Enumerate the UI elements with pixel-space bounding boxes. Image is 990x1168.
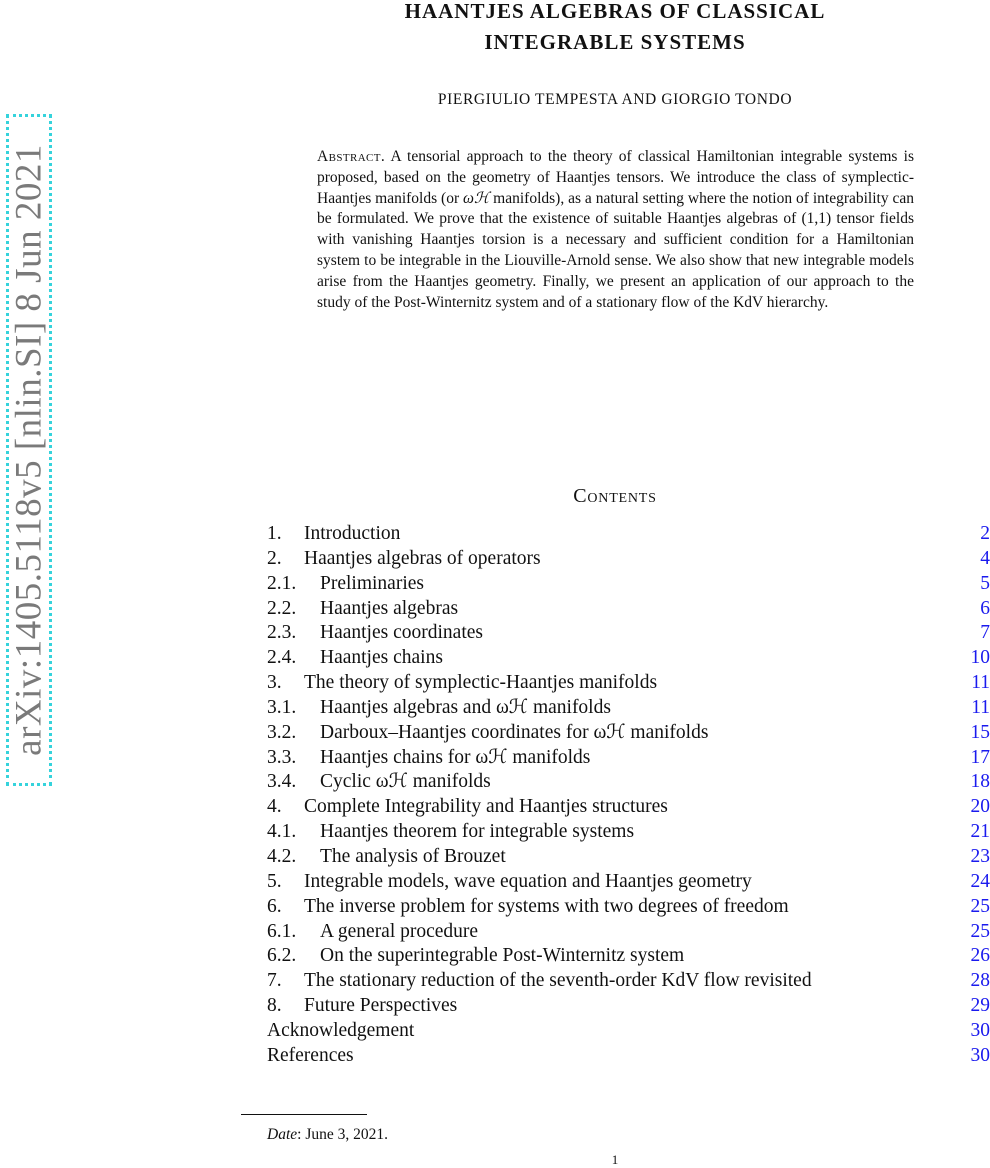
toc-entry[interactable] — [267, 746, 990, 771]
page-number: 1 — [240, 1152, 990, 1168]
toc-entry-number: 6. — [267, 895, 282, 920]
toc-entry[interactable] — [267, 1019, 990, 1044]
toc-entry[interactable] — [267, 969, 990, 994]
toc-entry[interactable] — [267, 795, 990, 820]
toc-entry[interactable] — [267, 621, 990, 646]
toc-entry[interactable] — [267, 721, 990, 746]
toc-entry-title: The analysis of Brouzet — [320, 845, 506, 870]
toc-entry-title: Haantjes algebras of operators — [304, 547, 541, 572]
toc-entry-page-link[interactable]: 24 — [971, 870, 990, 895]
paper-title-line-1: HAANTJES ALGEBRAS OF CLASSICAL — [240, 0, 990, 27]
contents-heading: Contents — [240, 485, 990, 508]
toc-entry-number: 7. — [267, 969, 282, 994]
toc-entry-number: 3.1. — [267, 696, 296, 721]
toc-entry-number: 3. — [267, 671, 282, 696]
paper-authors: PIERGIULIO TEMPESTA AND GIORGIO TONDO — [240, 91, 990, 109]
toc-entry-title: On the superintegrable Post-Winternitz system — [320, 944, 684, 969]
toc-entry[interactable] — [267, 696, 990, 721]
toc-entry-title: Preliminaries — [320, 572, 424, 597]
toc-entry-title: Haantjes chains — [320, 646, 443, 671]
toc-entry-number: 8. — [267, 994, 282, 1019]
toc-entry-page-link[interactable]: 20 — [971, 795, 990, 820]
arxiv-identifier[interactable]: arXiv:1405.5118v5 [nlin.SI] 8 Jun 2021 — [8, 144, 51, 756]
toc-entry-number: 3.3. — [267, 746, 296, 771]
toc-entry-title: References — [267, 1044, 354, 1069]
toc-entry-page-link[interactable]: 23 — [971, 845, 990, 870]
toc-entry[interactable] — [267, 597, 990, 622]
toc-entry-title: Integrable models, wave equation and Haantjes geometry — [304, 870, 752, 895]
toc-entry-title: Haantjes algebras and ωℋ manifolds — [320, 696, 611, 721]
toc-entry-number: 2. — [267, 547, 282, 572]
toc-entry-page-link[interactable]: 21 — [971, 820, 990, 845]
footnote-label: Date — [267, 1126, 297, 1143]
footnote-text: : June 3, 2021. — [297, 1126, 388, 1143]
toc-entry-title: Complete Integrability and Haantjes structures — [304, 795, 668, 820]
toc-entry-page-link[interactable]: 2 — [980, 522, 990, 547]
toc-entry-number: 2.2. — [267, 597, 296, 622]
toc-entry-number: 3.2. — [267, 721, 296, 746]
toc-entry-number: 4.2. — [267, 845, 296, 870]
toc-entry-page-link[interactable]: 11 — [971, 671, 990, 696]
toc-entry-page-link[interactable]: 25 — [971, 920, 990, 945]
toc-entry-page-link[interactable]: 18 — [971, 770, 990, 795]
toc-entry-title: The stationary reduction of the seventh-order KdV flow revisited — [304, 969, 812, 994]
toc-entry[interactable] — [267, 845, 990, 870]
toc-entry-number: 4. — [267, 795, 282, 820]
abstract-label: Abstract. — [317, 148, 385, 165]
toc-entry-page-link[interactable]: 29 — [971, 994, 990, 1019]
toc-entry-title: Haantjes algebras — [320, 597, 458, 622]
toc-entry[interactable] — [267, 1044, 990, 1069]
abstract-text-part-2: manifolds), as a natural setting where the notion of integrability can be formulated. We prove that the existence of suitable Haantjes algebras of (1,1) tensor fields with vanishing Haantjes torsion is a necessary and sufficient condition for a Hamiltonian system to be integrable in the Liouville-Arnold sense. We also show that new integrable models arise from the Haantjes geometry. Finally, we present an application of our approach to the study of the Post-Winternitz system and of a stationary flow of the KdV hierarchy. — [317, 190, 914, 311]
toc-entry-title: A general procedure — [320, 920, 478, 945]
toc-entry[interactable] — [267, 820, 990, 845]
toc-entry-page-link[interactable]: 17 — [971, 746, 990, 771]
toc-entry[interactable] — [267, 870, 990, 895]
toc-entry-title: Haantjes coordinates — [320, 621, 483, 646]
toc-entry-number: 2.1. — [267, 572, 296, 597]
toc-entry-title: Introduction — [304, 522, 400, 547]
toc-entry-number: 3.4. — [267, 770, 296, 795]
footnote-rule — [241, 1114, 367, 1115]
toc-entry-title: The inverse problem for systems with two degrees of freedom — [304, 895, 789, 920]
toc-entry-page-link[interactable]: 11 — [971, 696, 990, 721]
toc-entry-title: Future Perspectives — [304, 994, 457, 1019]
toc-entry-number: 6.2. — [267, 944, 296, 969]
toc-entry[interactable] — [267, 646, 990, 671]
toc-entry-page-link[interactable]: 4 — [980, 547, 990, 572]
toc-entry[interactable] — [267, 770, 990, 795]
paper-title — [240, 0, 990, 58]
toc-entry-number: 1. — [267, 522, 282, 547]
toc-entry-page-link[interactable]: 28 — [971, 969, 990, 994]
toc-entry-title: Acknowledgement — [267, 1019, 414, 1044]
toc-entry-page-link[interactable]: 10 — [971, 646, 990, 671]
toc-entry-title: Haantjes theorem for integrable systems — [320, 820, 634, 845]
toc-entry[interactable] — [267, 920, 990, 945]
toc-entry[interactable] — [267, 895, 990, 920]
table-of-contents — [267, 522, 990, 1069]
toc-entry-page-link[interactable]: 30 — [971, 1044, 990, 1069]
toc-entry[interactable] — [267, 671, 990, 696]
toc-entry-title: Haantjes chains for ωℋ manifolds — [320, 746, 590, 771]
toc-entry-number: 4.1. — [267, 820, 296, 845]
abstract-math-symbol: ωℋ — [463, 190, 489, 207]
toc-entry-page-link[interactable]: 26 — [971, 944, 990, 969]
toc-entry-number: 2.4. — [267, 646, 296, 671]
footnote-date — [267, 1126, 388, 1144]
toc-entry[interactable] — [267, 522, 990, 547]
toc-entry-page-link[interactable]: 30 — [971, 1019, 990, 1044]
toc-entry-number: 6.1. — [267, 920, 296, 945]
toc-entry-number: 5. — [267, 870, 282, 895]
toc-entry-page-link[interactable]: 6 — [980, 597, 990, 622]
abstract-text-part-1: A tensorial approach to the theory of classical Hamiltonian integrable systems is proposed, based on the geometry of Haantjes tensors. We introduce the class of symplectic-Haantjes manifolds (or — [317, 148, 914, 207]
toc-entry-page-link[interactable]: 15 — [971, 721, 990, 746]
toc-entry[interactable] — [267, 994, 990, 1019]
toc-entry-number: 2.3. — [267, 621, 296, 646]
toc-entry-page-link[interactable]: 25 — [971, 895, 990, 920]
toc-entry[interactable] — [267, 572, 990, 597]
toc-entry[interactable] — [267, 547, 990, 572]
toc-entry-page-link[interactable]: 5 — [980, 572, 990, 597]
toc-entry-title: Darboux–Haantjes coordinates for ωℋ manifolds — [320, 721, 708, 746]
toc-entry-page-link[interactable]: 7 — [980, 621, 990, 646]
paper-title-line-2: INTEGRABLE SYSTEMS — [240, 27, 990, 58]
toc-entry[interactable] — [267, 944, 990, 969]
abstract — [317, 147, 914, 313]
toc-entry-title: The theory of symplectic-Haantjes manifolds — [304, 671, 657, 696]
toc-entry-title: Cyclic ωℋ manifolds — [320, 770, 491, 795]
